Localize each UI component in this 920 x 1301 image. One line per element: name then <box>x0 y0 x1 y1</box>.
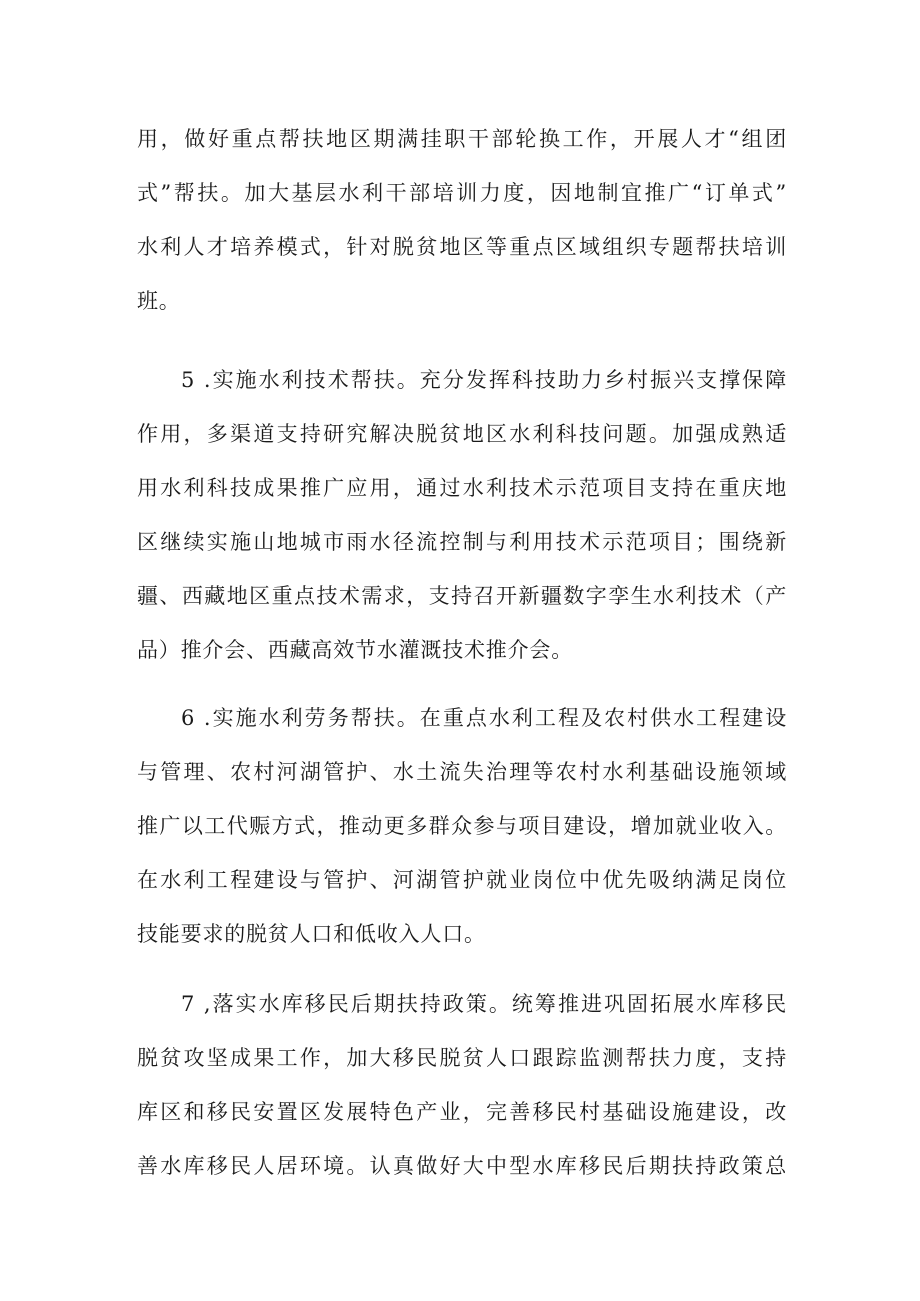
paragraph-line: 推广以工代赈方式，推动更多群众参与项目建设，增加就业收入。 <box>137 814 787 838</box>
paragraph-talent-support <box>137 112 787 328</box>
paragraph-reservoir-migrants <box>137 977 787 1193</box>
paragraph-line: 水利人才培养模式，针对脱贫地区等重点区域组织专题帮扶培训 <box>137 235 787 259</box>
paragraph-line: 善水库移民人居环境。认真做好大中型水库移民后期扶持政策总 <box>137 1154 787 1178</box>
paragraph-line: 脱贫攻坚成果工作，加大移民脱贫人口跟踪监测帮扶力度，支持 <box>137 1046 787 1070</box>
paragraph-labor-support <box>137 691 787 961</box>
paragraph-line: 6 .实施水利劳务帮扶。在重点水利工程及农村供水工程建设 <box>181 706 787 730</box>
paragraph-line: 作用，多渠道支持研究解决脱贫地区水利科技问题。加强成熟适 <box>137 422 787 446</box>
paragraph-line: 品）推介会、西藏高效节水灌溉技术推介会。 <box>137 638 573 662</box>
paragraph-line: 5 .实施水利技术帮扶。充分发挥科技助力乡村振兴支撑保障 <box>181 368 787 392</box>
paragraph-line: 疆、西藏地区重点技术需求，支持召开新疆数字孪生水利技术（产 <box>137 584 787 608</box>
paragraph-line: 在水利工程建设与管护、河湖管护就业岗位中优先吸纳满足岗位 <box>137 868 787 892</box>
paragraph-technical-support <box>137 353 787 677</box>
paragraph-line: 区继续实施山地城市雨水径流控制与利用技术示范项目；围绕新 <box>137 530 787 554</box>
paragraph-line: 用，做好重点帮扶地区期满挂职干部轮换工作，开展人才“组团 <box>137 127 787 151</box>
paragraph-line: 用水利科技成果推广应用，通过水利技术示范项目支持在重庆地 <box>137 476 787 500</box>
paragraph-line: 技能要求的脱贫人口和低收入人口。 <box>137 922 486 946</box>
paragraph-line: 式”帮扶。加大基层水利干部培训力度，因地制宜推广“订单式” <box>137 181 787 205</box>
paragraph-line: 与管理、农村河湖管护、水土流失治理等农村水利基础设施领域 <box>137 760 787 784</box>
paragraph-line: 班。 <box>137 289 181 313</box>
paragraph-line: 库区和移民安置区发展特色产业，完善移民村基础设施建设，改 <box>137 1100 787 1124</box>
paragraph-line: 7 ,落实水库移民后期扶持政策。统筹推进巩固拓展水库移民 <box>181 992 787 1016</box>
